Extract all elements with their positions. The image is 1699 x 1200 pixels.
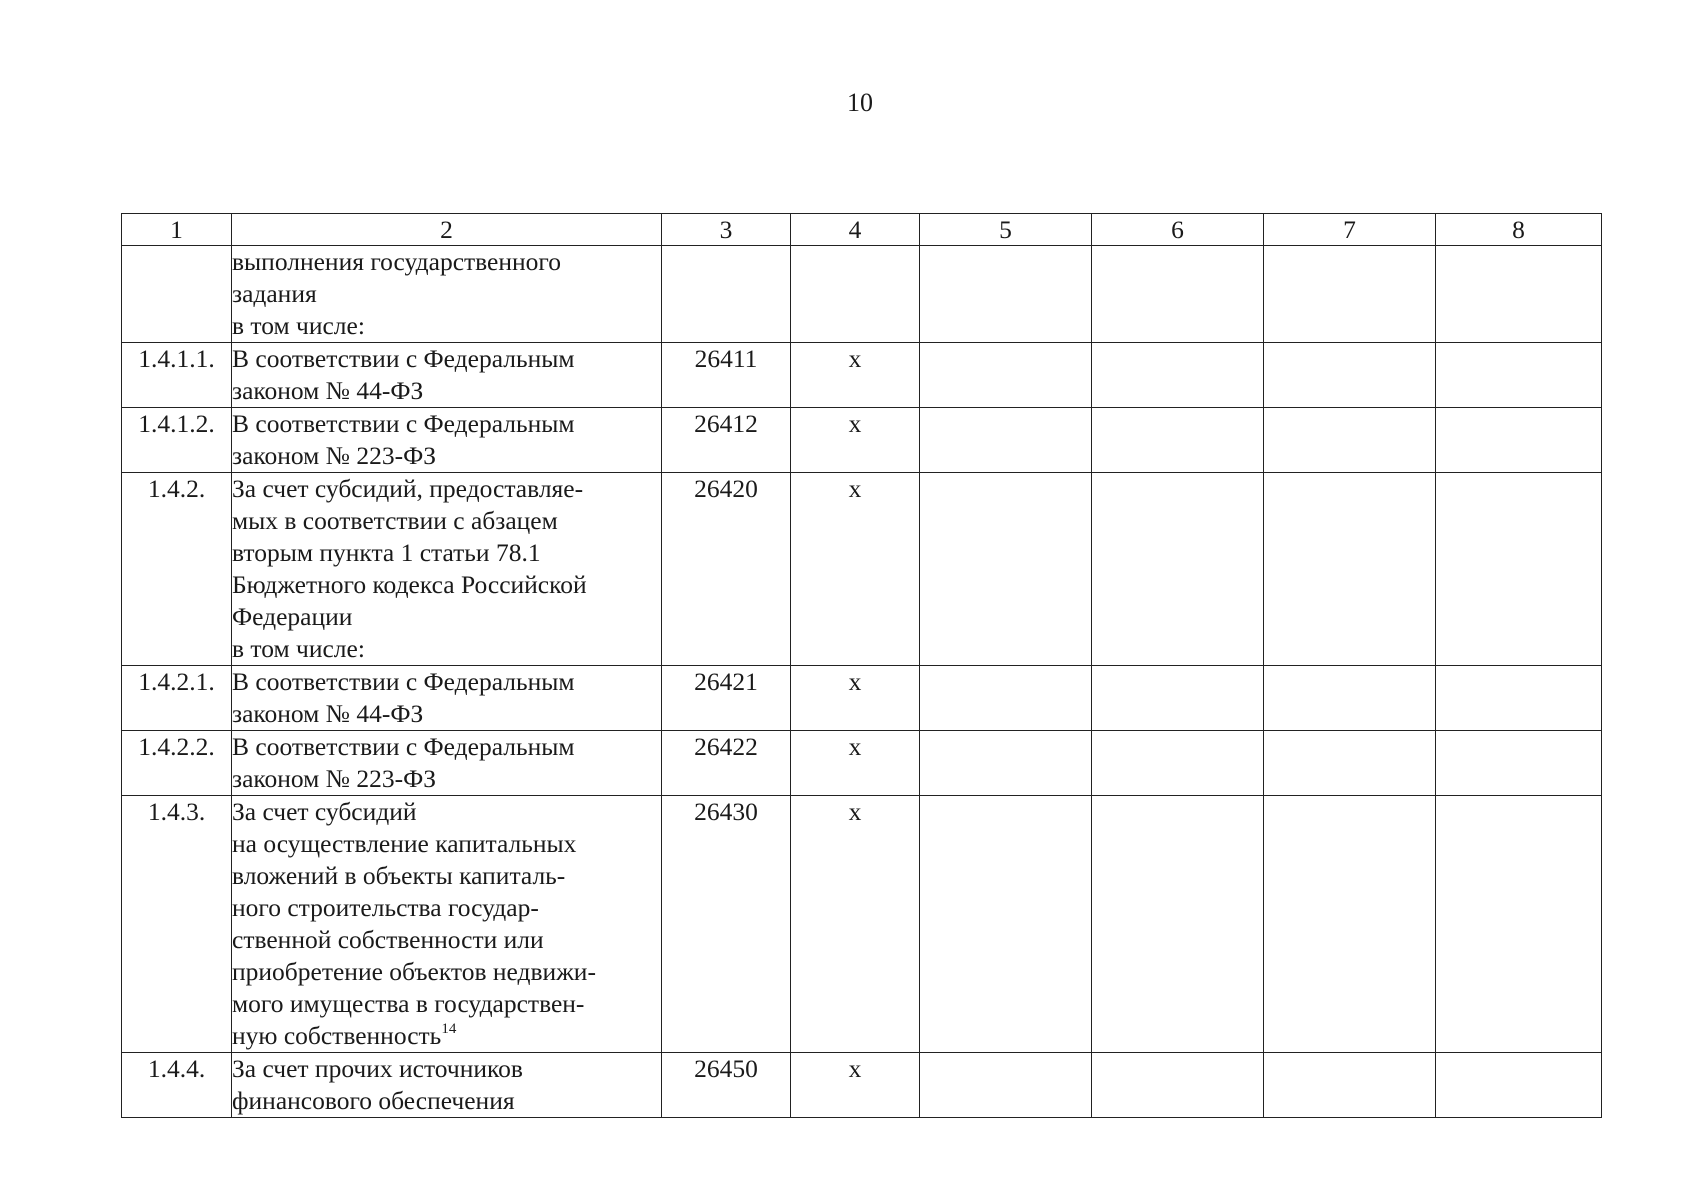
empty-cell-col-8 [1436, 246, 1602, 343]
description-text: За счет субсидий [232, 797, 417, 826]
row-mark [791, 246, 920, 343]
row-description [232, 1053, 662, 1118]
description-line [232, 1085, 661, 1117]
description-line [232, 343, 661, 375]
description-line [232, 375, 661, 407]
report-table [121, 213, 1602, 1118]
description-text: задания [232, 279, 317, 308]
row-code: 26421 [662, 666, 791, 731]
description-text: мого имущества в государствен- [232, 989, 585, 1018]
description-text: законом № 223-ФЗ [232, 764, 437, 793]
description-line [232, 956, 661, 988]
description-text: мых в соответствии с абзацем [232, 506, 558, 535]
row-description [232, 731, 662, 796]
empty-cell-col-7 [1264, 473, 1436, 666]
description-line [232, 440, 661, 472]
row-mark: x [791, 343, 920, 408]
table-row [122, 666, 1602, 731]
description-text: законом № 223-ФЗ [232, 441, 437, 470]
empty-cell-col-5 [920, 408, 1092, 473]
description-text: В соответствии с Федеральным [232, 732, 575, 761]
column-header-4: 4 [791, 214, 920, 246]
empty-cell-col-5 [920, 1053, 1092, 1118]
description-line [232, 601, 661, 633]
column-header-7: 7 [1264, 214, 1436, 246]
description-text: За счет субсидий, предоставляе- [232, 474, 584, 503]
empty-cell-col-8 [1436, 408, 1602, 473]
column-header-1: 1 [122, 214, 232, 246]
description-line [232, 892, 661, 924]
description-text: В соответствии с Федеральным [232, 344, 575, 373]
empty-cell-col-8 [1436, 796, 1602, 1053]
column-header-2: 2 [232, 214, 662, 246]
description-line [232, 988, 661, 1020]
description-text: вторым пункта 1 статьи 78.1 [232, 538, 541, 567]
description-line [232, 310, 661, 342]
row-number: 1.4.3. [122, 796, 232, 1053]
description-line [232, 828, 661, 860]
row-number: 1.4.4. [122, 1053, 232, 1118]
empty-cell-col-6 [1092, 246, 1264, 343]
table-row [122, 1053, 1602, 1118]
empty-cell-col-8 [1436, 343, 1602, 408]
description-line [232, 796, 661, 828]
empty-cell-col-7 [1264, 343, 1436, 408]
table-row [122, 731, 1602, 796]
row-description [232, 666, 662, 731]
empty-cell-col-7 [1264, 666, 1436, 731]
description-line [232, 666, 661, 698]
description-line [232, 860, 661, 892]
empty-cell-col-6 [1092, 408, 1264, 473]
description-line [232, 698, 661, 730]
row-description [232, 408, 662, 473]
description-text: Бюджетного кодекса Российской [232, 570, 587, 599]
row-mark: x [791, 666, 920, 731]
description-line [232, 473, 661, 505]
row-number: 1.4.2.2. [122, 731, 232, 796]
row-code [662, 246, 791, 343]
column-header-5: 5 [920, 214, 1092, 246]
row-description [232, 343, 662, 408]
empty-cell-col-5 [920, 796, 1092, 1053]
row-number: 1.4.2. [122, 473, 232, 666]
description-text: За счет прочих источников [232, 1054, 523, 1083]
description-line [232, 731, 661, 763]
row-description [232, 796, 662, 1053]
row-number [122, 246, 232, 343]
row-number: 1.4.1.1. [122, 343, 232, 408]
empty-cell-col-5 [920, 473, 1092, 666]
empty-cell-col-8 [1436, 666, 1602, 731]
row-code: 26411 [662, 343, 791, 408]
description-text: ственной собственности или [232, 925, 544, 954]
empty-cell-col-8 [1436, 1053, 1602, 1118]
row-number: 1.4.1.2. [122, 408, 232, 473]
header-row [122, 214, 1602, 246]
empty-cell-col-7 [1264, 1053, 1436, 1118]
description-text: В соответствии с Федеральным [232, 409, 575, 438]
description-text: финансового обеспечения [232, 1086, 515, 1115]
description-line [232, 569, 661, 601]
row-mark: x [791, 796, 920, 1053]
row-number: 1.4.2.1. [122, 666, 232, 731]
empty-cell-col-6 [1092, 343, 1264, 408]
empty-cell-col-6 [1092, 1053, 1264, 1118]
description-line [232, 1053, 661, 1085]
row-code: 26422 [662, 731, 791, 796]
row-code: 26420 [662, 473, 791, 666]
empty-cell-col-5 [920, 246, 1092, 343]
description-text: ную собственность [232, 1021, 442, 1050]
row-mark: x [791, 1053, 920, 1118]
empty-cell-col-5 [920, 666, 1092, 731]
column-header-3: 3 [662, 214, 791, 246]
description-text: В соответствии с Федеральным [232, 667, 575, 696]
column-header-8: 8 [1436, 214, 1602, 246]
empty-cell-col-6 [1092, 666, 1264, 731]
description-line [232, 763, 661, 795]
row-code: 26430 [662, 796, 791, 1053]
description-line [232, 1020, 661, 1052]
row-code: 26412 [662, 408, 791, 473]
description-text: в том числе: [232, 311, 365, 340]
description-text: ного строительства государ- [232, 893, 539, 922]
description-text: в том числе: [232, 634, 365, 663]
description-line [232, 924, 661, 956]
description-line [232, 246, 661, 278]
empty-cell-col-7 [1264, 408, 1436, 473]
description-text: законом № 44-ФЗ [232, 699, 424, 728]
description-text: вложений в объекты капиталь- [232, 861, 566, 890]
empty-cell-col-5 [920, 343, 1092, 408]
empty-cell-col-7 [1264, 246, 1436, 343]
empty-cell-col-6 [1092, 796, 1264, 1053]
footnote-marker: 14 [441, 1020, 457, 1037]
description-line [232, 408, 661, 440]
description-text: на осуществление капитальных [232, 829, 577, 858]
table-body [122, 246, 1602, 1118]
empty-cell-col-8 [1436, 731, 1602, 796]
description-text: Федерации [232, 602, 353, 631]
row-description [232, 473, 662, 666]
description-text: законом № 44-ФЗ [232, 376, 424, 405]
row-mark: x [791, 473, 920, 666]
description-line [232, 633, 661, 665]
row-code: 26450 [662, 1053, 791, 1118]
description-line [232, 505, 661, 537]
table-row [122, 473, 1602, 666]
description-line [232, 278, 661, 310]
column-header-6: 6 [1092, 214, 1264, 246]
row-description [232, 246, 662, 343]
row-mark: x [791, 731, 920, 796]
empty-cell-col-7 [1264, 796, 1436, 1053]
description-text: выполнения государственного [232, 247, 561, 276]
empty-cell-col-6 [1092, 731, 1264, 796]
table-row [122, 246, 1602, 343]
description-line [232, 537, 661, 569]
description-text: приобретение объектов недвижи- [232, 957, 596, 986]
row-mark: x [791, 408, 920, 473]
empty-cell-col-5 [920, 731, 1092, 796]
empty-cell-col-8 [1436, 473, 1602, 666]
table-row [122, 408, 1602, 473]
empty-cell-col-6 [1092, 473, 1264, 666]
table-row [122, 796, 1602, 1053]
empty-cell-col-7 [1264, 731, 1436, 796]
table-row [122, 343, 1602, 408]
page-number: 10 [847, 88, 873, 117]
